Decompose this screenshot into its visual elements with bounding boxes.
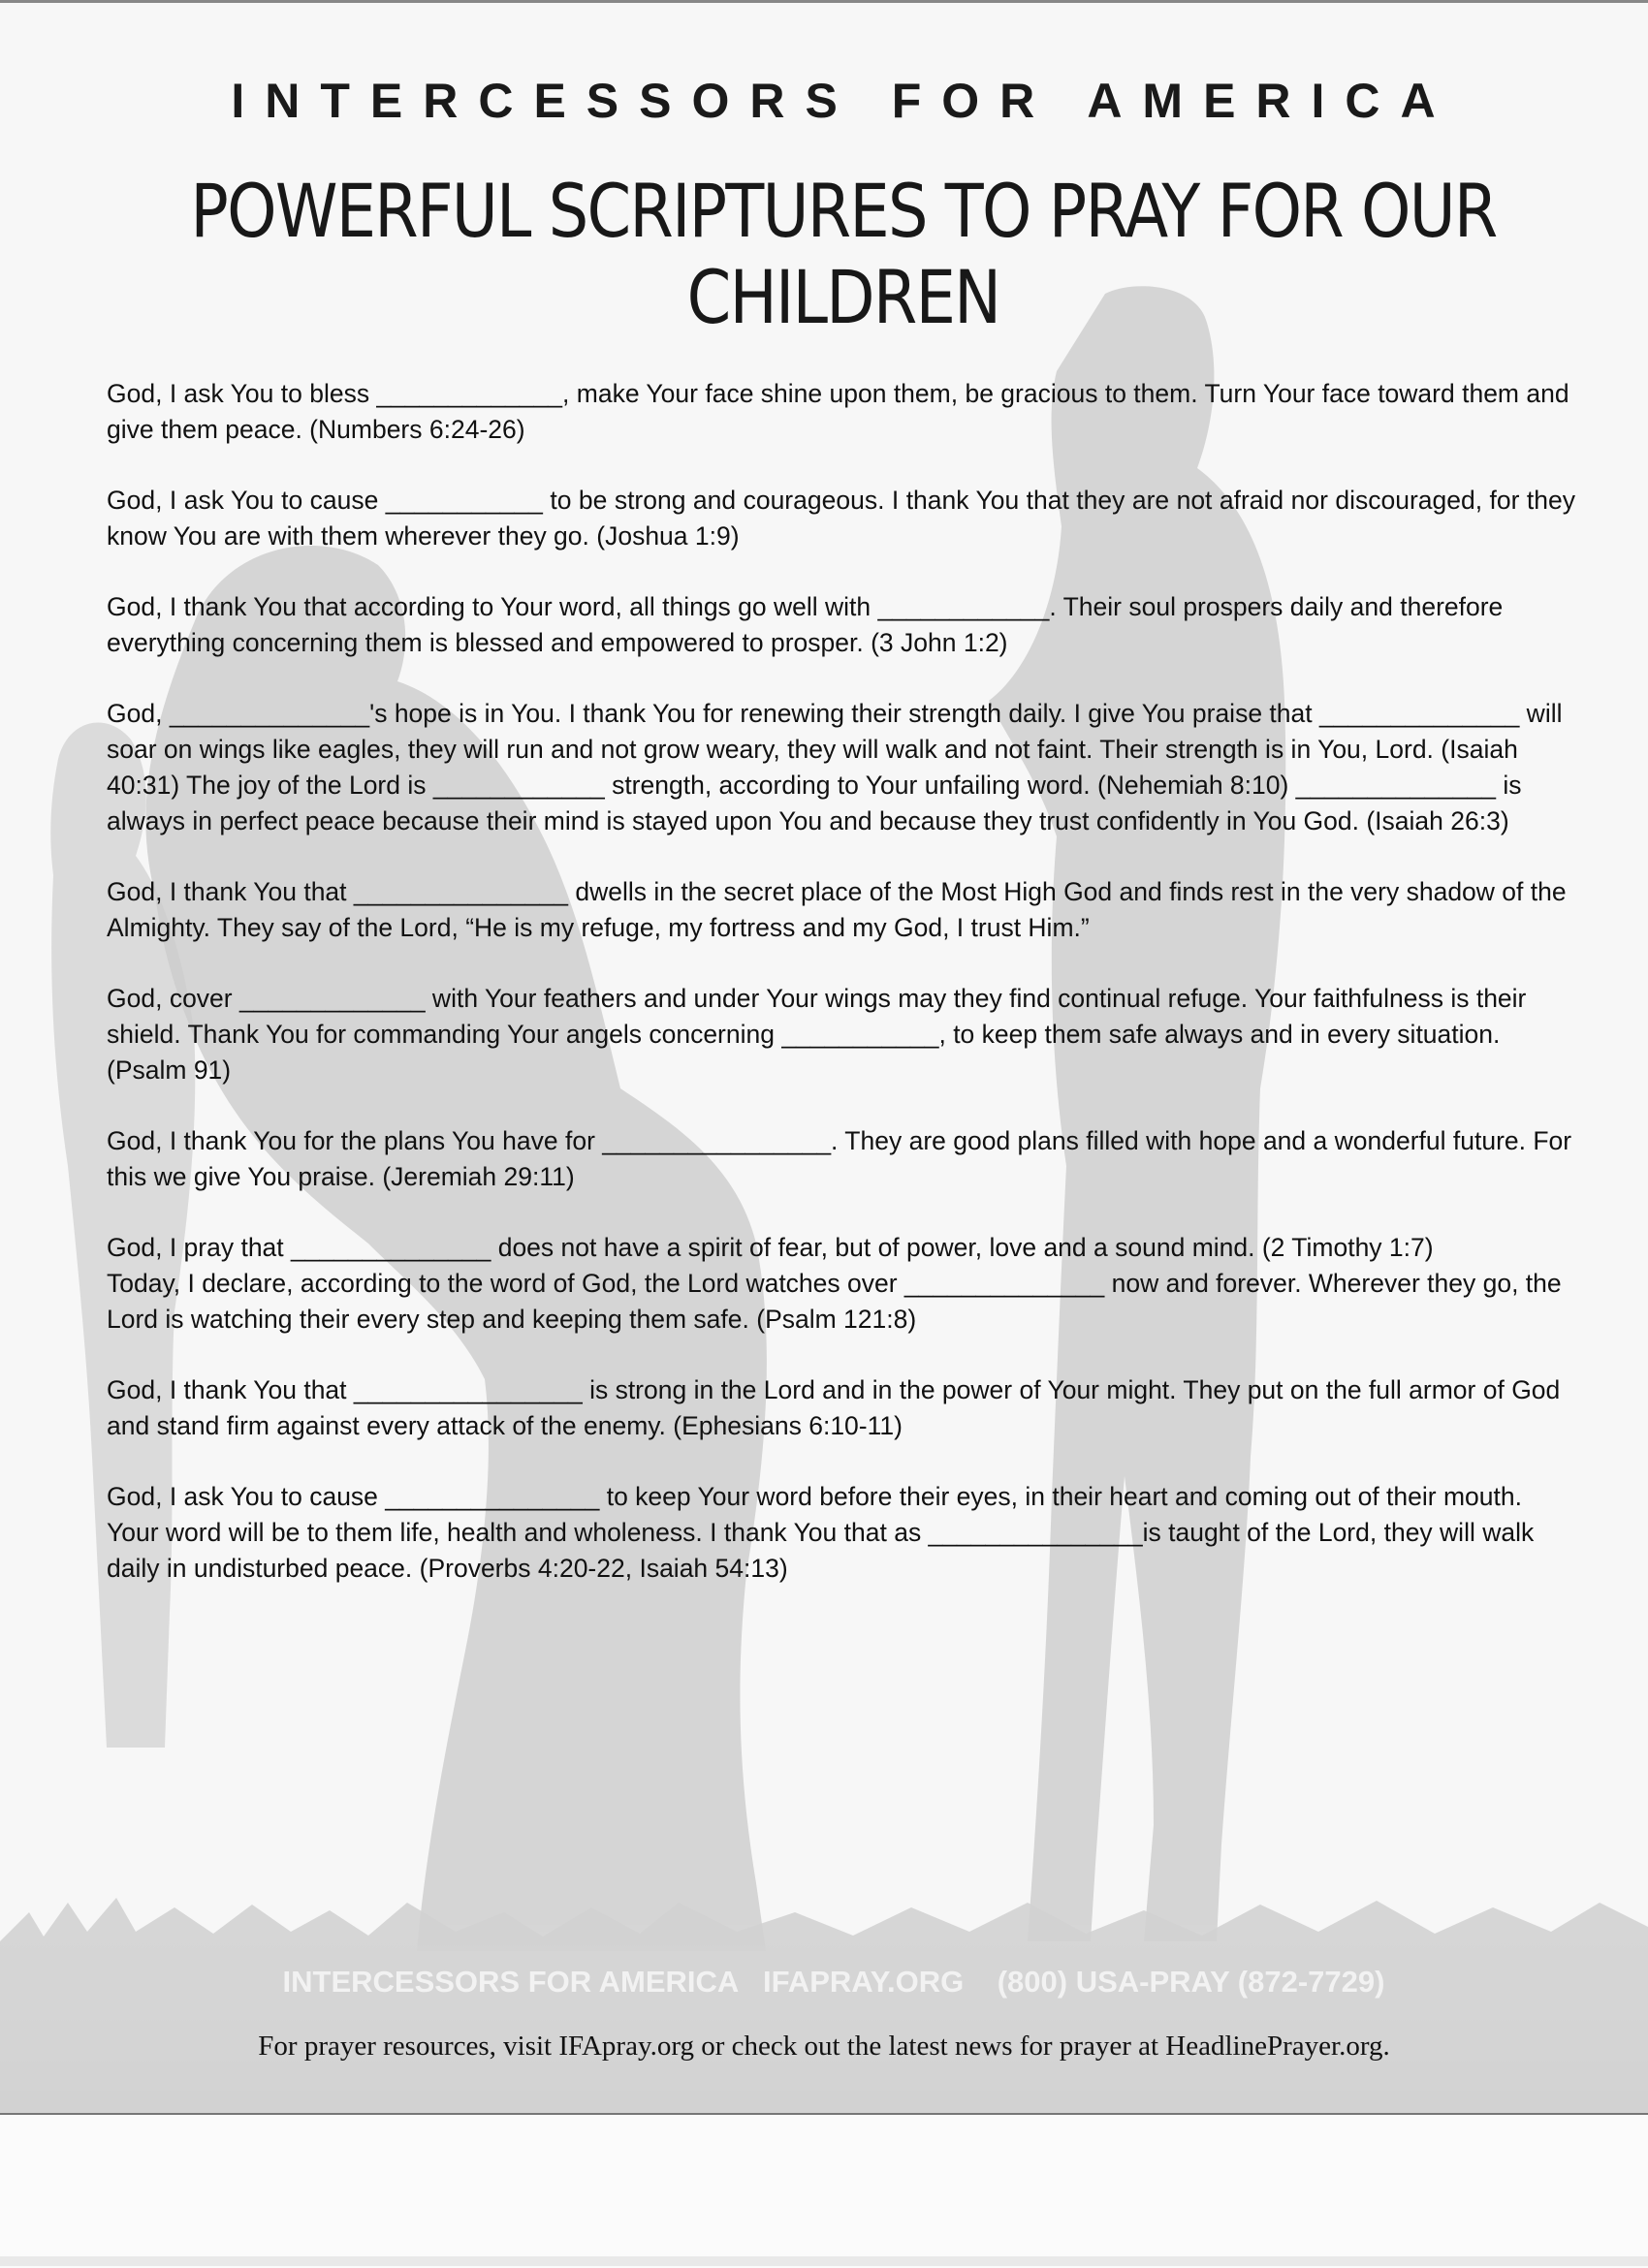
prayer-numbers-6: God, I ask You to bless _____________, make Your face shine upon them, be gracious to them. Turn Your face toward them and give them peace. (Numbers 6:24-26) [107, 379, 1569, 444]
prayer-ephesians-6: God, I thank You that ________________ is strong in the Lord and in the power of Your might. They put on the full armor of God and stand firm against every attack of the enemy. (Ephesians 6:10-11) [107, 1375, 1561, 1440]
prayer-psalm-91: God, cover _____________ with Your feathers and under Your wings may they find continual refuge. Your faithfulness is their shield. Thank You for commanding Your angels concerning ___________, to keep them safe always and in every situation. (Psalm 91) [107, 984, 1527, 1085]
prayer-proverbs-4: God, I ask You to cause _______________ to keep Your word before their eyes, in their heart and coming out of their mouth. Your word will be to them life, health and wholeness. I thank You that as _______________is taught of the Lord, they will walk daily in undisturbed peace. (Proverbs 4:20-22, Isaiah 54:13) [107, 1482, 1535, 1583]
prayer-list [107, 376, 1575, 1622]
prayer-3-john-1: God, I thank You that according to Your word, all things go well with ____________. Their soul prospers daily and therefore everything concerning them is blessed and empowered to prosper. (3 John 1:2) [107, 592, 1504, 657]
scanner-bottom-edge [0, 2256, 1648, 2266]
prayer-2-timothy-1: God, I pray that ______________ does not have a spirit of fear, but of power, love and a sound mind. (2 Timothy 1:7) [107, 1233, 1434, 1262]
prayer-secret-place: God, I thank You that _______________ dwells in the secret place of the Most High God and finds rest in the very shadow of the Almighty. They say of the Lord, “He is my refuge, my fortress and my God, I trust Him.” [107, 877, 1567, 942]
footer-contact-band: INTERCESSORS FOR AMERICA IFAPRAY.ORG (800) USA-PRAY (872-7729) [282, 1965, 1385, 1999]
footer-resources: For prayer resources, visit IFApray.org or check out the latest news for prayer at HeadlinePrayer.org. [258, 2031, 1390, 2062]
prayer-isaiah-40: God, ______________'s hope is in You. I thank You for renewing their strength daily. I give You praise that ______________ will soar on wings like eagles, they will run and not grow weary, they will walk and not faint. Their strength is in You, Lord. (Isaiah 40:31) The joy of the Lord is ____________ strength, according to Your unfailing word. (Nehemiah 8:10) ______________ is always in perfect peace because their mind is stayed upon You and because they trust confidently in You God. (Isaiah 26:3) [107, 699, 1563, 835]
prayer-jeremiah-29: God, I thank You for the plans You have for ________________. They are good plans filled with hope and a wonderful future. For this we give You praise. (Jeremiah 29:11) [107, 1126, 1572, 1191]
prayer-joshua-1: God, I ask You to cause ___________ to be strong and courageous. I thank You that they are not afraid nor discouraged, for they know You are with them wherever they go. (Joshua 1:9) [107, 486, 1575, 551]
organization-heading: INTERCESSORS FOR AMERICA [231, 74, 1456, 128]
grass-edge [0, 1898, 1648, 2116]
prayer-psalm-121: Today, I declare, according to the word of God, the Lord watches over ______________ now and forever. Wherever they go, the Lord is watching their every step and keeping them safe. (Psalm 121:8) [107, 1269, 1562, 1334]
page-title: POWERFUL SCRIPTURES TO PRAY FOR OUR CHILDREN [190, 168, 1497, 340]
scanner-margin [0, 2113, 1648, 2268]
